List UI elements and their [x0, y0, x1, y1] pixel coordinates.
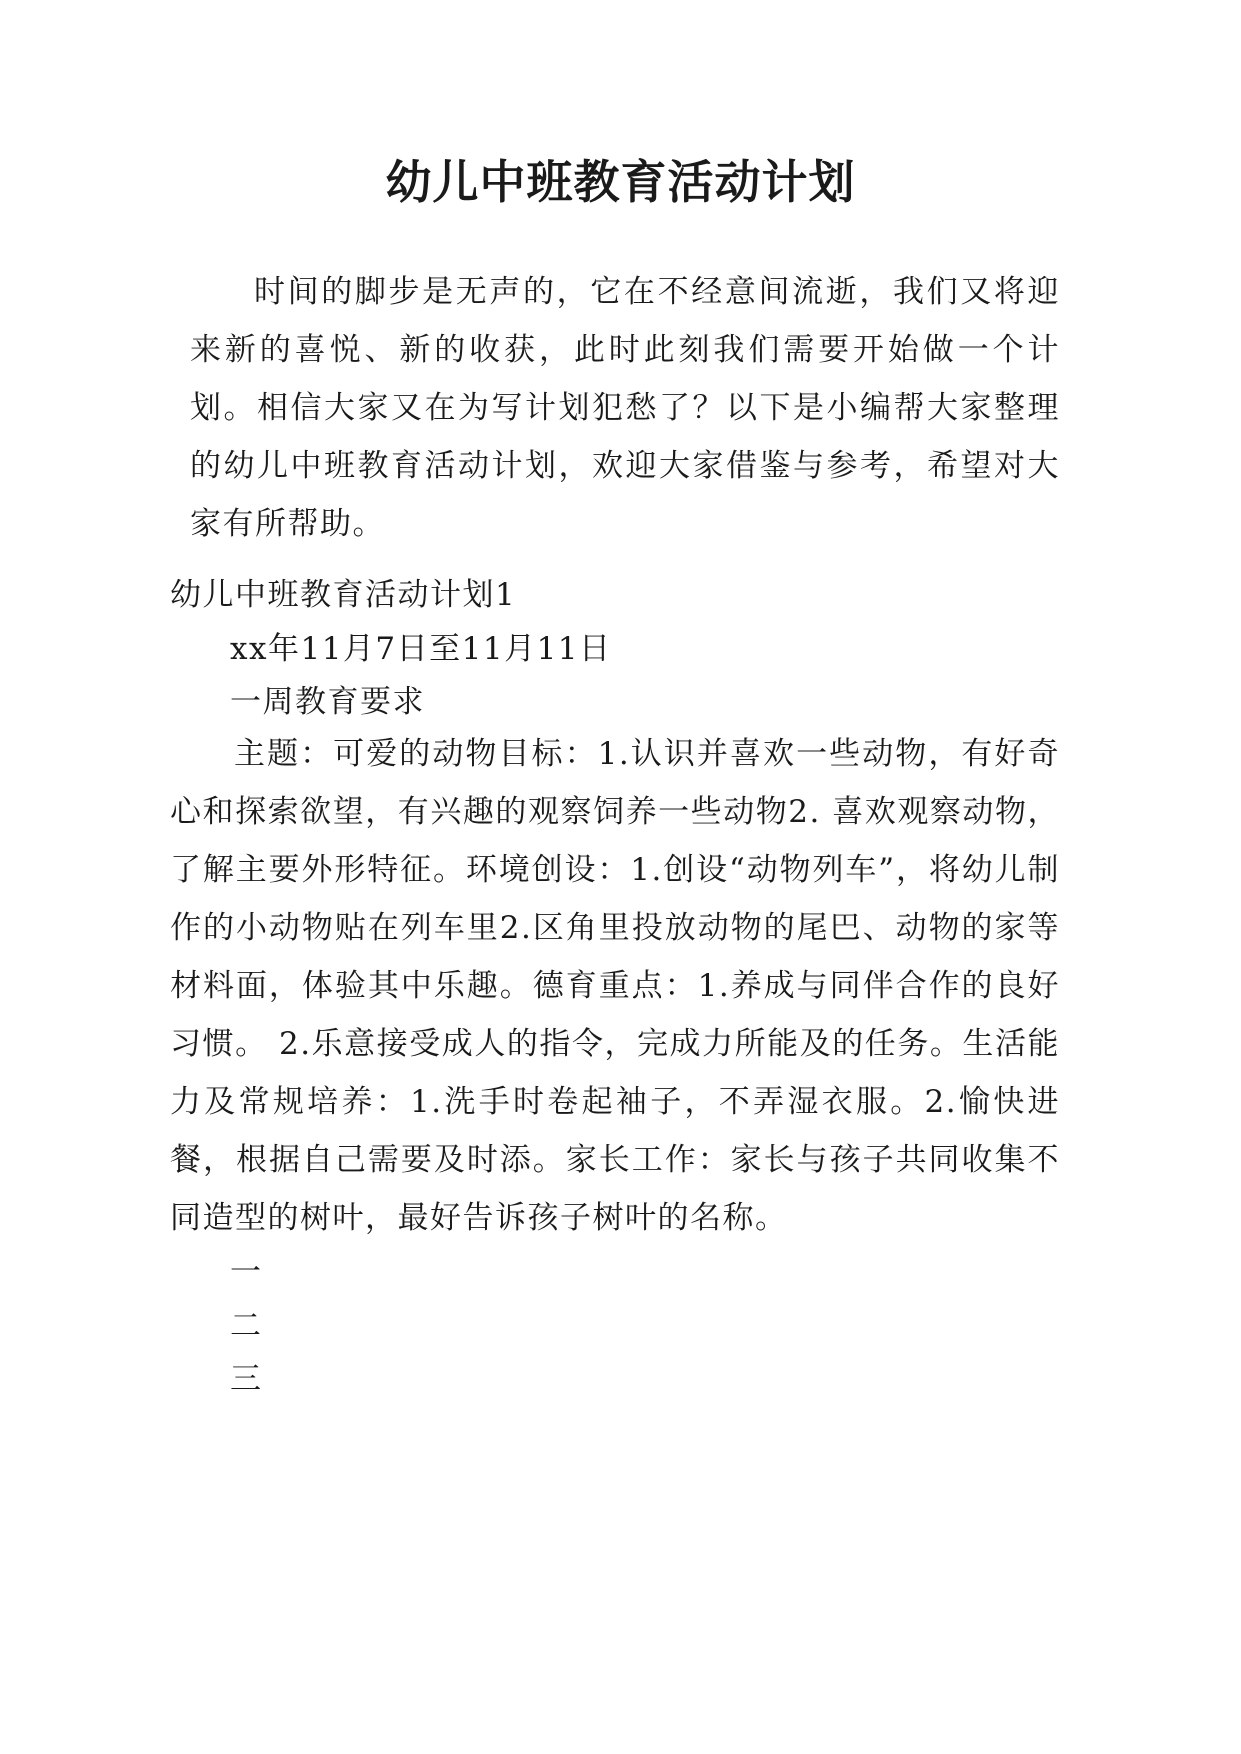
section-heading: 幼儿中班教育活动计划1: [170, 577, 517, 613]
document-title: 幼儿中班教育活动计划: [385, 155, 856, 209]
list-item: 二: [230, 1308, 263, 1344]
date-range: xx年11月7日至11月11日: [230, 631, 612, 667]
body-paragraph: 主题：可爱的动物目标：1.认识并喜欢一些动物，有好奇心和探索欲望，有兴趣的观察饲养一些动物2. 喜欢观察动物，了解主要外形特征。环境创设：1.创设“动物列车”，将幼儿制作的小动物贴在列车里2.区角里投放动物的尾巴、动物的家等材料面，体验其中乐趣。德育重点：1.养成与同伴合作的良好习惯。 2.乐意接受成人的指令，完成力所能及的任务。生活能力及常规培养：1.洗手时卷起袖子，不弄湿衣服。2.愉快进餐，根据自己需要及时添。家长工作：家长与孩子共同收集不同造型的树叶，最好告诉孩子树叶的名称。: [170, 736, 1060, 1236]
list-item: 三: [230, 1361, 263, 1397]
list-item: 一: [230, 1254, 263, 1290]
weekly-requirements-heading: 一周教育要求: [230, 684, 425, 720]
intro-paragraph: 时间的脚步是无声的，它在不经意间流逝，我们又将迎来新的喜悦、新的收获，此时此刻我们需要开始做一个计划。相信大家又在为写计划犯愁了？以下是小编帮大家整理的幼儿中班教育活动计划，欢迎大家借鉴与参考，希望对大家有所帮助。: [190, 274, 1060, 542]
